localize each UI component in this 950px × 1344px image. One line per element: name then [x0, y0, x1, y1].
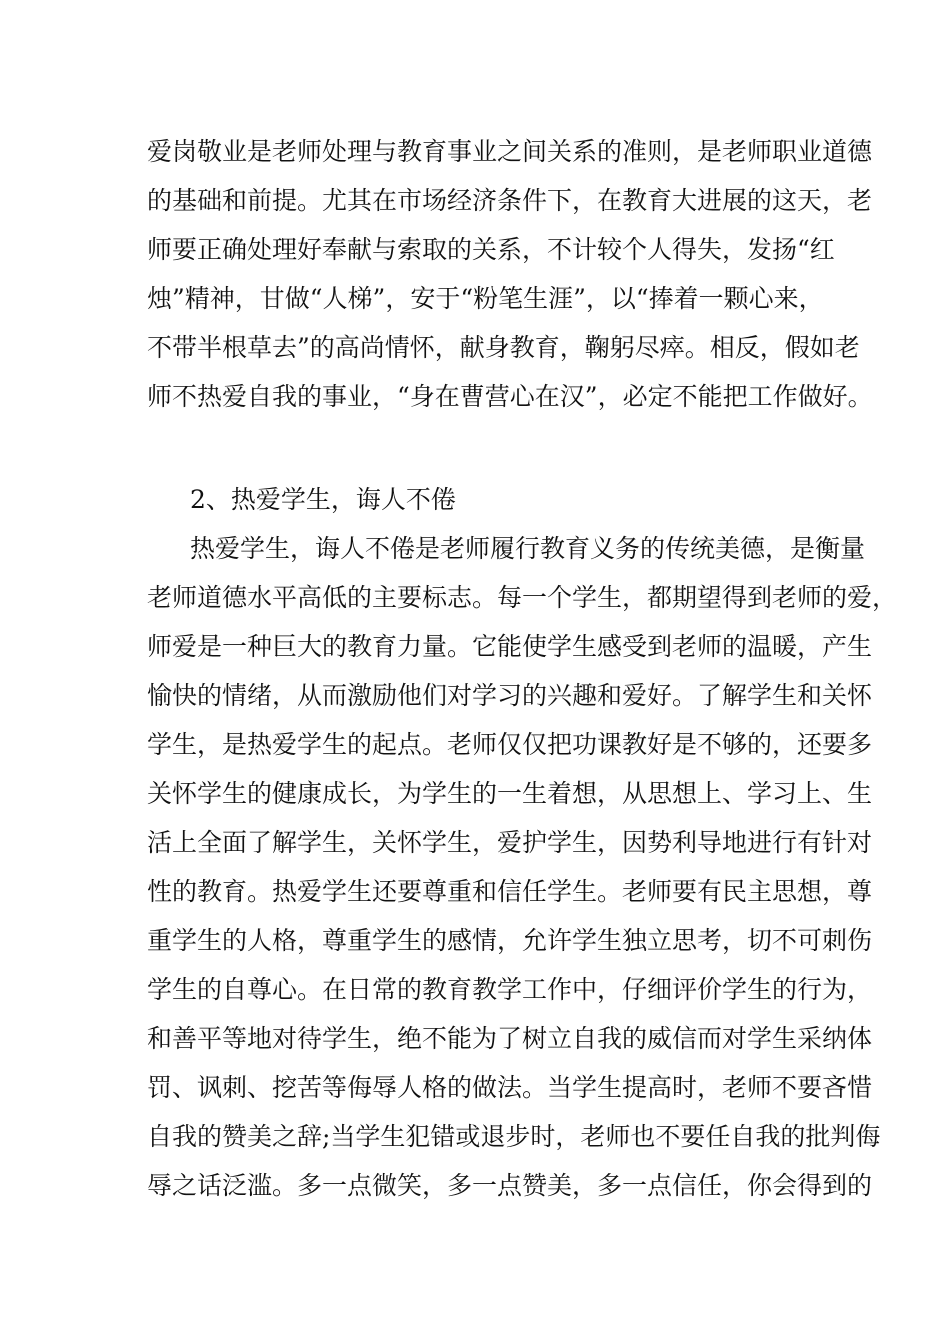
paragraph1-line: 师不热爱自我的事业，“身在曹营心在汉”，必定不能把工作做好。	[147, 382, 873, 411]
section-heading: 2、热爱学生，诲人不倦	[190, 485, 456, 514]
paragraph2-line: 罚、讽刺、挖苦等侮辱人格的做法。当学生提高时，老师不要吝惜	[147, 1073, 873, 1102]
paragraph2-line: 和善平等地对待学生，绝不能为了树立自我的威信而对学生采纳体	[147, 1024, 873, 1053]
paragraph2-line: 关怀学生的健康成长，为学生的一生着想，从思想上、学习上、生	[147, 779, 873, 808]
paragraph2-line: 热爱学生，诲人不倦是老师履行教育义务的传统美德，是衡量	[190, 534, 866, 563]
paragraph2-line: 老师道德水平高低的主要标志。每一个学生，都期望得到老师的爱，	[147, 583, 898, 612]
paragraph1-line: 师要正确处理好奉献与索取的关系，不计较个人得失，发扬“红	[147, 235, 835, 264]
paragraph2-line: 性的教育。热爱学生还要尊重和信任学生。老师要有民主思想，尊	[147, 877, 873, 906]
paragraph2-line: 学生，是热爱学生的起点。老师仅仅把功课教好是不够的，还要多	[147, 730, 873, 759]
paragraph2-line: 辱之话泛滥。多一点微笑，多一点赞美，多一点信任，你会得到的	[147, 1171, 873, 1200]
paragraph2-line: 活上全面了解学生，关怀学生，爱护学生，因势利导地进行有针对	[147, 828, 873, 857]
paragraph2-line: 学生的自尊心。在日常的教育教学工作中，仔细评价学生的行为，	[147, 975, 873, 1004]
paragraph1-line: 的基础和前提。尤其在市场经济条件下，在教育大进展的这天，老	[147, 186, 873, 215]
paragraph1-line: 烛”精神，甘做“人梯”，安于“粉笔生涯”，以“捧着一颗心来，	[147, 284, 824, 313]
paragraph2-line: 重学生的人格，尊重学生的感情，允许学生独立思考，切不可刺伤	[147, 926, 873, 955]
paragraph1-line: 爱岗敬业是老师处理与教育事业之间关系的准则，是老师职业道德	[147, 137, 873, 166]
paragraph1-line: 不带半根草去”的高尚情怀，献身教育，鞠躬尽瘁。相反，假如老	[147, 333, 860, 362]
paragraph2-line: 自我的赞美之辞;当学生犯错或退步时，老师也不要任自我的批判侮	[147, 1122, 881, 1151]
paragraph2-line: 愉快的情绪，从而激励他们对学习的兴趣和爱好。了解学生和关怀	[147, 681, 873, 710]
paragraph2-line: 师爱是一种巨大的教育力量。它能使学生感受到老师的温暖，产生	[147, 632, 873, 661]
